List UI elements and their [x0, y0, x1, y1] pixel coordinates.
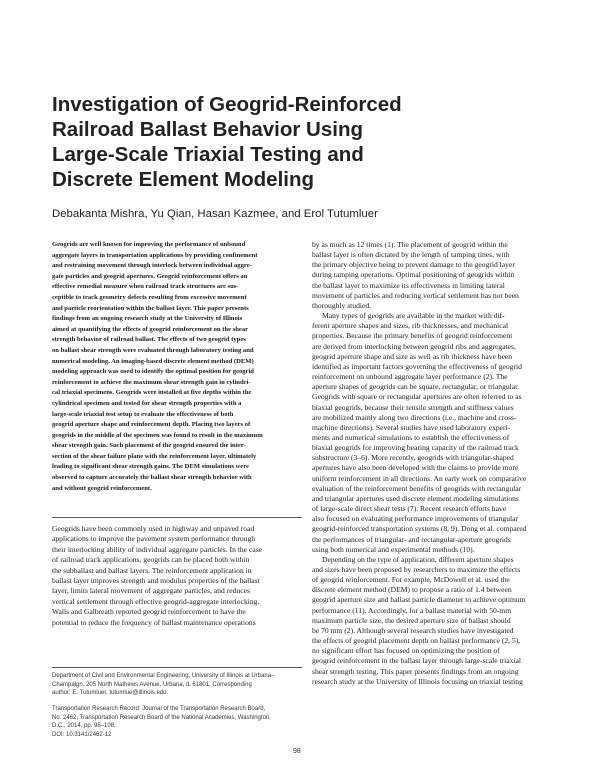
abstract-line: section of the shear failure plane with the reinforcement layer, ultimately	[52, 452, 257, 460]
body-line: shear strength testing. This paper presents findings from an ongoing	[312, 666, 519, 676]
footnote-line: Department of Civil and Environmental Engineering, University of Illinois at Urbana–	[52, 673, 275, 679]
footnote-affiliation	[52, 672, 302, 698]
body-line: ferent aperture shapes and sizes, rib thicknesses, and mechanical	[312, 321, 509, 331]
body-line: biaxial geogrids for improving bearing capacity of the railroad track	[312, 443, 519, 453]
abstract-line: Geogrids are well known for improving the performance of unbound	[52, 241, 246, 248]
abstract-line: and particle reorientation within the ballast layer. This paper presents	[52, 304, 249, 312]
body-line: Geogrids have been commonly used in highway and unpaved road	[52, 524, 255, 533]
body-line: their interlocking ability of individual aggregate particles. In the case	[52, 544, 263, 554]
body-line: research study at the University of Illinois focusing on triaxial testing	[312, 676, 523, 686]
abstract-line: large-scale triaxial test setup to evaluate the effectiveness of both	[52, 410, 234, 418]
abstract-line: geogrid aperture shape and reinforcement depth. Placing two layers of	[52, 421, 251, 429]
author-list: Debakanta Mishra, Yu Qian, Hasan Kazmee, and Erol Tutumluer	[52, 208, 378, 220]
abstract-line: and restraining movement through interlock between individual aggre-	[52, 262, 252, 270]
abstract-line: on ballast shear strength were evaluated through laboratory testing and	[52, 346, 254, 354]
body-line: geogrid aperture shape and size as well as rib thickness have been	[312, 351, 513, 361]
body-line: thoroughly studied.	[312, 300, 372, 310]
body-line: machine directions). Several studies have used laboratory experi-	[312, 422, 511, 432]
body-line: no significant effort has focused on optimizing the position of	[312, 646, 500, 656]
abstract-line: cal triaxial specimens. Geogrids were installed at five depths within the	[52, 389, 252, 397]
title-line: Discrete Element Modeling	[52, 168, 315, 191]
footnote-line: No. 2462, Transportation Research Board of the National Academies, Washington,	[52, 714, 271, 721]
body-line: be 70 mm (2). Although several research studies have investigated	[312, 625, 514, 635]
body-line: of large-scale direct shear tests (7). Recent research efforts have	[312, 504, 507, 514]
abstract-line: strength behavior of railroad ballast. The effects of two geogrid types	[52, 336, 246, 344]
body-line: the primary objective being to prevent damage to the geogrid layer	[312, 260, 515, 270]
body-line: applications to improve the pavement system performance through	[52, 534, 256, 544]
introduction-text	[52, 524, 302, 628]
body-line: using both numerical and experimental methods (10).	[312, 544, 475, 554]
abstract-divider	[52, 517, 302, 518]
body-line: aperture shapes of geogrids can be square, rectangular, or triangular.	[312, 382, 520, 392]
body-line: maximum particle size, the desired aperture size of ballast should	[312, 615, 511, 625]
body-line: ballast layer is often dictated by the length of tamping tines, with	[312, 250, 510, 260]
body-line: ballast layer improves strength and modulus properties of the ballast	[52, 576, 260, 586]
body-line: apertures have also been developed with the claims to provide more	[312, 463, 519, 473]
body-line: Geogrids with square or rectangular apertures are often referred to as	[312, 392, 522, 402]
body-line: are mobilized mainly along two directions (i.e., machine and cross-	[312, 412, 517, 422]
abstract-line: aimed at quantifying the effects of geogrid reinforcement on the shear	[52, 325, 249, 333]
body-line: the effects of geogrid placement depth on ballast performance (2, 5),	[312, 636, 521, 646]
abstract-line: ceptible to track geometry defects resulting from excessive movement	[52, 293, 247, 301]
body-line: of railroad track applications, geogrids can be placed both within	[52, 555, 250, 565]
body-line: of geogrid reinforcement. For example, McDowell et al. used the	[312, 575, 510, 585]
body-line: and triangular apertures used discrete element modeling simulations	[312, 493, 519, 503]
right-column-text	[312, 240, 560, 687]
body-line: are derived from interlocking between geogrid ribs and aggregates,	[312, 341, 516, 351]
body-line: the subballast and ballast layers. The reinforcement application in	[52, 565, 252, 575]
body-line: during tamping operations. Optimal positioning of geogrids within	[312, 270, 515, 280]
body-line: performance (11). Accordingly, for a ballast material with 50-mm	[312, 605, 512, 615]
abstract-line: modeling approach was used to identify the optimal position for geogrid	[52, 368, 254, 376]
body-line: also focused on evaluating performance improvements of triangular	[312, 514, 519, 524]
body-line: geogrid-reinforced transportation systems (8, 9). Dong et al. compared	[312, 524, 527, 534]
title-line: Investigation of Geogrid-Reinforced	[52, 93, 402, 116]
body-line: uniform reinforcement in all directions. An early work on comparative	[312, 473, 527, 483]
body-line: evaluation of the reinforcement benefits of geogrids with rectangular	[312, 483, 522, 493]
paper-title	[52, 92, 532, 192]
footnote-line: Champaign, 205 North Mathews Avenue, Urbana, IL 61801. Corresponding	[52, 681, 252, 688]
title-line: Railroad Ballast Behavior Using	[52, 118, 364, 141]
footnote-citation	[52, 705, 302, 739]
body-line: Depending on the type of application, different aperture shapes	[322, 554, 514, 564]
abstract-line: cylindrical specimen and tested for shear strength properties with a	[52, 399, 242, 407]
body-line: vertical settlement through effective geogrid-aggregate interlocking.	[52, 596, 260, 606]
abstract-line: leading to significant shear strength gains. The DEM simulations were	[52, 463, 249, 471]
body-line: Walls and Galbreath reported geogrid reinforcement to have the	[52, 607, 246, 617]
body-line: identified as important factors governing the effectiveness of geogrid	[312, 361, 522, 371]
body-line: geogrid aperture size and ballast particle diameter to achieve optimum	[312, 595, 526, 605]
footnote-line: Transportation Research Record: Journal of the Transportation Research Board,	[52, 706, 266, 712]
body-line: reinforcement on unbound aggregate layer performance (2). The	[312, 372, 508, 382]
body-line: movement of particles and reducing vertical settlement has not been	[312, 290, 519, 300]
body-line: and sizes have been proposed by researchers to maximize the effects	[312, 565, 521, 574]
body-line: biaxial geogrids, because their tensile strength and stiffness values	[312, 402, 514, 412]
abstract-line: and without geogrid reinforcement.	[52, 484, 152, 492]
abstract-line: effective remedial measure when railroad track structures are sus-	[52, 283, 239, 291]
body-line: substructure (3–6). More recently, geogrids with triangular-shaped	[312, 453, 514, 463]
body-line: properties. Because the primary benefits of geogrid reinforcement	[312, 331, 513, 341]
body-line: potential to reduce the frequency of ballast maintenance operations	[52, 617, 256, 627]
abstract-line: observed to capture accurately the ballast shear strength behavior with	[52, 474, 252, 482]
title-line: Large-Scale Triaxial Testing and	[52, 143, 364, 166]
body-line: geogrid reinforcement in the ballast layer through large-scale triaxial	[312, 656, 522, 666]
body-line: Many types of geogrids are available in the market with dif-	[322, 311, 505, 321]
body-line: by as much as 12 times (1). The placement of geogrid within the	[312, 240, 508, 249]
body-line: discrete element method (DEM) to propose a ratio of 1.4 between	[312, 585, 512, 595]
abstract	[52, 240, 302, 494]
body-line: layer, limits lateral movement of aggregate particles, and reduces	[52, 586, 250, 596]
abstract-line: geogrids in the middle of the specimen was found to result in the maximum	[52, 431, 263, 439]
abstract-line: shear strength gain. Such placement of the geogrid ensured the inter-	[52, 442, 246, 450]
abstract-line: reinforcement to achieve the maximum shear strength gain in cylindri-	[52, 378, 251, 386]
abstract-line: aggregate layers in transportation applications by providing confinement	[52, 251, 258, 259]
abstract-line: gate particles and geogrid apertures. Geogrid reinforcement offers an	[52, 272, 248, 280]
footnote-divider	[52, 667, 302, 668]
body-line: ments and numerical simulations to establish the effectiveness of	[312, 432, 510, 442]
footnote-line: D.C., 2014, pp. 98–108.	[52, 723, 116, 730]
footnote-line: DOI: 10.3141/2462-12	[52, 731, 112, 738]
abstract-line: findings from an ongoing research study at the University of Illinois	[52, 315, 243, 323]
page-number: 98	[293, 748, 301, 755]
abstract-line: numerical modeling. An imaging-based discrete element method (DEM)	[52, 357, 254, 365]
body-line: the performances of triangular- and rectangular-aperture geogrids	[312, 534, 511, 544]
footnote-line: author: E. Tutumluer, tutumlue@illinois.edu.	[52, 690, 169, 697]
body-line: the ballast layer to maximize its effectiveness in limiting lateral	[312, 280, 505, 290]
